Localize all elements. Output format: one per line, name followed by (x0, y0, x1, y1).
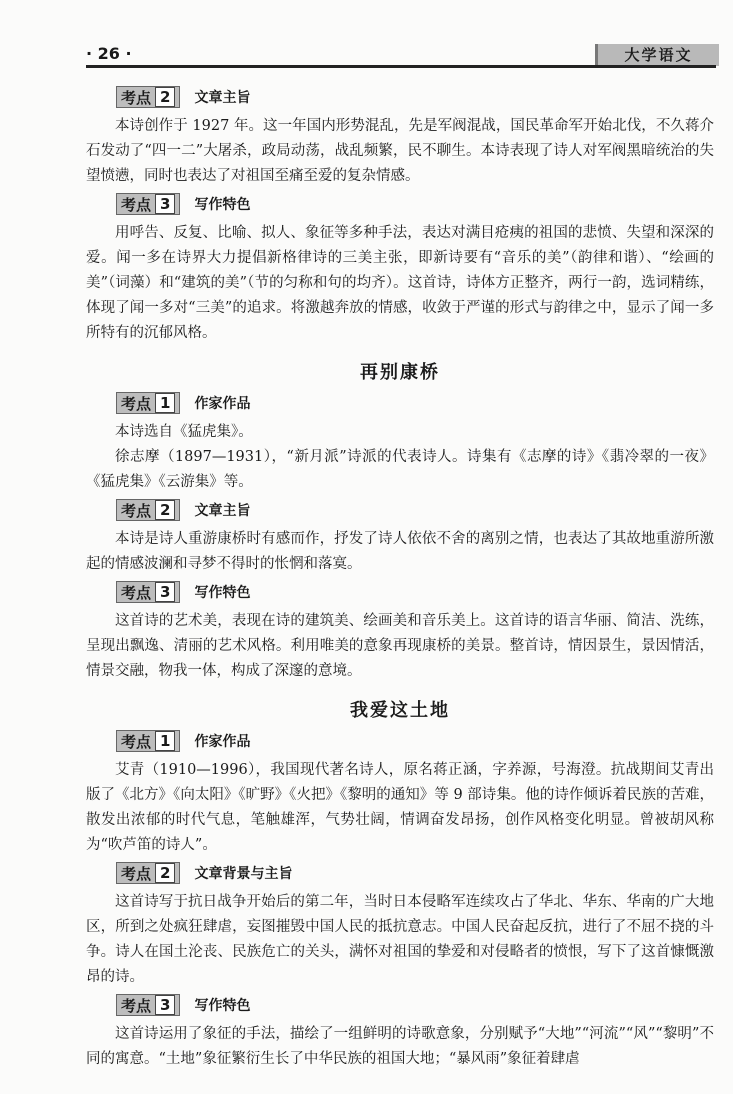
exam-point-badge: 考点 3 (116, 994, 180, 1016)
exam-point-badge: 考点 3 (116, 581, 180, 603)
paragraph: 本诗选自《猛虎集》。 (115, 424, 253, 440)
exam-point-badge: 考点 2 (116, 86, 180, 108)
exam-point-heading (116, 499, 714, 521)
exam-point-badge: 考点 3 (116, 193, 180, 215)
paragraph: 用呼告、反复、比喻、拟人、象征等多种手法，表达对满目疮痍的祖国的悲愤、失望和深深的爱。闻一多在诗界大力提倡新格律诗的三美主张，即新诗要有“音乐的美”（韵律和谐）、“绘画的美”（词藻）和“建筑的美”（节的匀称和句的均齐）。这首诗，诗体方正整齐，两行一韵，选词精练，体现了闻一多对“三美”的追求。将激越奔放的情感，收敛于严谨的形式与韵律之中，显示了闻一多所特有的沉郁风格。 (86, 225, 714, 341)
exam-point-heading (116, 193, 714, 215)
paragraph: 这首诗的艺术美，表现在诗的建筑美、绘画美和音乐美上。这首诗的语言华丽、简洁、洗练，呈现出飘逸、清丽的艺术风格。利用唯美的意象再现康桥的美景。整首诗，情因景生，景因情活，情景交融，物我一体，构成了深邃的意境。 (86, 613, 714, 679)
exam-point-heading (116, 86, 714, 108)
exam-point-badge: 考点 1 (116, 730, 180, 752)
header-rule (86, 65, 716, 68)
paragraph: 这首诗写于抗日战争开始后的第二年，当时日本侵略军连续攻占了华北、华东、华南的广大地区，所到之处疯狂肆虐，妄图摧毁中国人民的抵抗意志。中国人民奋起反抗，进行了不屈不挠的斗争。诗人在国土沦丧、民族危亡的关头，满怀对祖国的挚爱和对侵略者的愤恨，写下了这首慷慨激昂的诗。 (86, 894, 714, 985)
exam-point-title: 作家作品 (194, 734, 251, 750)
exam-point-title: 文章背景与主旨 (194, 866, 293, 882)
paragraph: 这首诗运用了象征的手法，描绘了一组鲜明的诗歌意象，分别赋予“大地”“河流”“风”“黎明”不同的寓意。“土地”象征繁衍生长了中华民族的祖国大地；“暴风雨”象征着肆虐 (86, 1026, 714, 1067)
paragraph: 徐志摩（1897—1931），“新月派”诗派的代表诗人。诗集有《志摩的诗》《翡冷翠的一夜》《猛虎集》《云游集》等。 (86, 449, 714, 490)
exam-point-title: 作家作品 (194, 396, 251, 412)
page-content (86, 82, 714, 1072)
exam-point-badge: 考点 2 (116, 862, 180, 884)
exam-point-heading (116, 392, 714, 414)
exam-point-title: 写作特色 (194, 585, 251, 601)
page-number: · 26 · (86, 44, 132, 63)
exam-point-title: 文章主旨 (194, 503, 251, 519)
section-title: 我爱这土地 (350, 700, 450, 721)
section-title: 再别康桥 (360, 362, 440, 383)
exam-point-title: 写作特色 (194, 998, 251, 1014)
paragraph: 艾青（1910—1996），我国现代著名诗人，原名蒋正涵，字养源，号海澄。抗战期间艾青出版了《北方》《向太阳》《旷野》《火把》《黎明的通知》等 9 部诗集。他的诗作倾诉着民族的苦难，散发出浓郁的时代气息，笔触雄浑，气势壮阔，情调奋发昂扬，创作风格变化明显。曾被胡风称为“吹芦笛的诗人”。 (86, 762, 714, 853)
exam-point-heading (116, 730, 714, 752)
running-header-title: 大学语文 (595, 44, 719, 66)
paragraph: 本诗是诗人重游康桥时有感而作，抒发了诗人依依不舍的离别之情，也表达了其故地重游所激起的情感波澜和寻梦不得时的怅惘和落寞。 (86, 531, 714, 572)
exam-point-title: 写作特色 (194, 197, 251, 213)
exam-point-heading (116, 581, 714, 603)
exam-point-title: 文章主旨 (194, 90, 251, 106)
exam-point-badge: 考点 1 (116, 392, 180, 414)
exam-point-badge: 考点 2 (116, 499, 180, 521)
paragraph: 本诗创作于 1927 年。这一年国内形势混乱，先是军阀混战，国民革命军开始北伐，不久蒋介石发动了“四一二”大屠杀，政局动荡，战乱频繁，民不聊生。本诗表现了诗人对军阀黑暗统治的失望愤懑，同时也表达了对祖国至痛至爱的复杂情感。 (86, 118, 714, 184)
exam-point-heading (116, 994, 714, 1016)
exam-point-heading (116, 862, 714, 884)
